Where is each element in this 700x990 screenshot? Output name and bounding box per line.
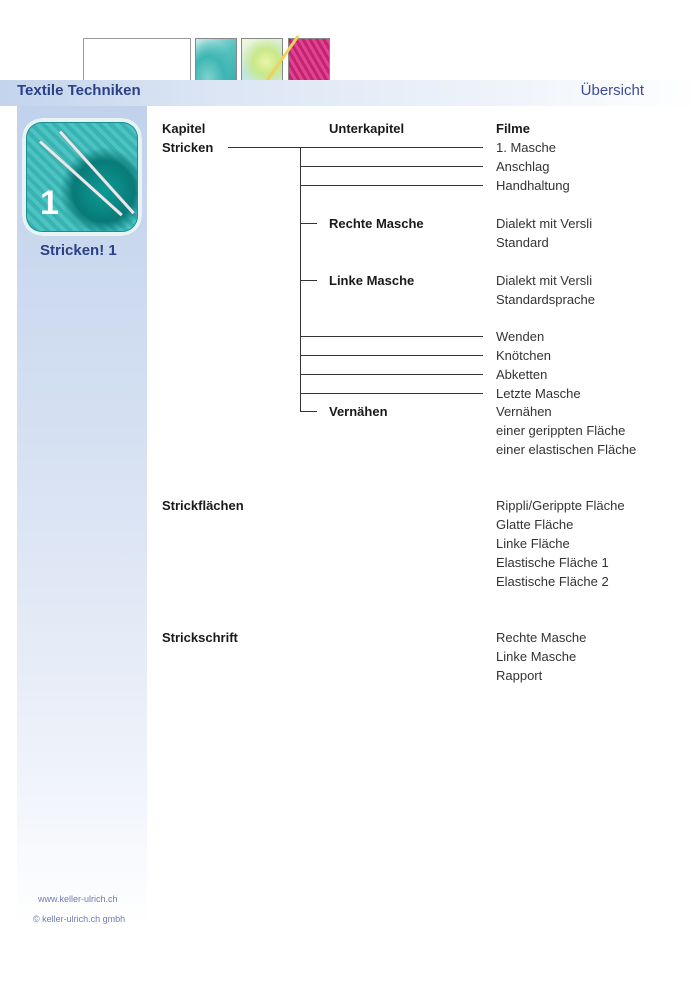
film-item[interactable]: 1. Masche xyxy=(496,140,556,155)
section-title: Übersicht xyxy=(580,82,644,99)
cover-image xyxy=(22,118,142,236)
film-item[interactable]: Rippli/Gerippte Fläche xyxy=(496,498,625,513)
film-item[interactable]: Dialekt mit Versli xyxy=(496,273,593,288)
footer-copyright: © keller-ulrich.ch gmbh xyxy=(33,914,126,924)
film-item[interactable]: einer elastischen Fläche xyxy=(496,442,637,457)
film-item[interactable]: Knötchen xyxy=(496,348,551,363)
film-item[interactable]: Handhaltung xyxy=(496,178,570,193)
film-item[interactable]: Vernähen xyxy=(496,404,552,419)
tree-line xyxy=(300,166,483,167)
tree-line xyxy=(300,411,317,412)
subchapter-linke-masche: Linke Masche xyxy=(329,273,415,288)
tree-line xyxy=(300,223,317,224)
film-item[interactable]: Anschlag xyxy=(496,159,550,174)
film-item[interactable]: Rechte Masche xyxy=(496,630,587,645)
column-header-filme: Filme xyxy=(496,121,530,136)
cover-title: Stricken! 1 xyxy=(40,242,117,259)
tree-line xyxy=(300,280,317,281)
film-item[interactable]: Dialekt mit Versli xyxy=(496,216,593,231)
brand-title: Textile Techniken xyxy=(17,82,141,99)
film-item[interactable]: Glatte Fläche xyxy=(496,517,574,532)
tree-line xyxy=(228,147,483,148)
column-header-kapitel: Kapitel xyxy=(162,121,206,136)
film-item[interactable]: Linke Masche xyxy=(496,649,577,664)
film-item[interactable]: Linke Fläche xyxy=(496,536,570,551)
cover-number: 1 xyxy=(40,184,59,222)
knitting-needle-icon xyxy=(59,130,135,214)
film-item[interactable]: Elastische Fläche 1 xyxy=(496,555,609,570)
tree-line xyxy=(300,374,483,375)
subchapter-vernaehen: Vernähen xyxy=(329,404,388,419)
tree-line xyxy=(300,336,483,337)
tree-line xyxy=(300,355,483,356)
tree-line xyxy=(300,393,483,394)
film-item[interactable]: Elastische Fläche 2 xyxy=(496,574,609,589)
film-item[interactable]: Rapport xyxy=(496,668,543,683)
film-item[interactable]: einer gerippten Fläche xyxy=(496,423,626,438)
film-item[interactable]: Abketten xyxy=(496,367,548,382)
film-item[interactable]: Standardsprache xyxy=(496,292,596,307)
film-item[interactable]: Letzte Masche xyxy=(496,386,581,401)
film-item[interactable]: Standard xyxy=(496,235,549,250)
footer-url[interactable]: www.keller-ulrich.ch xyxy=(38,894,118,904)
tree-trunk xyxy=(300,147,301,411)
chapter-strickflaechen: Strickflächen xyxy=(162,498,244,513)
subchapter-rechte-masche: Rechte Masche xyxy=(329,216,424,231)
chapter-strickschrift: Strickschrift xyxy=(162,630,238,645)
chapter-stricken: Stricken xyxy=(162,140,214,155)
tree-line xyxy=(300,185,483,186)
film-item[interactable]: Wenden xyxy=(496,329,545,344)
column-header-unterkapitel: Unterkapitel xyxy=(329,121,405,136)
